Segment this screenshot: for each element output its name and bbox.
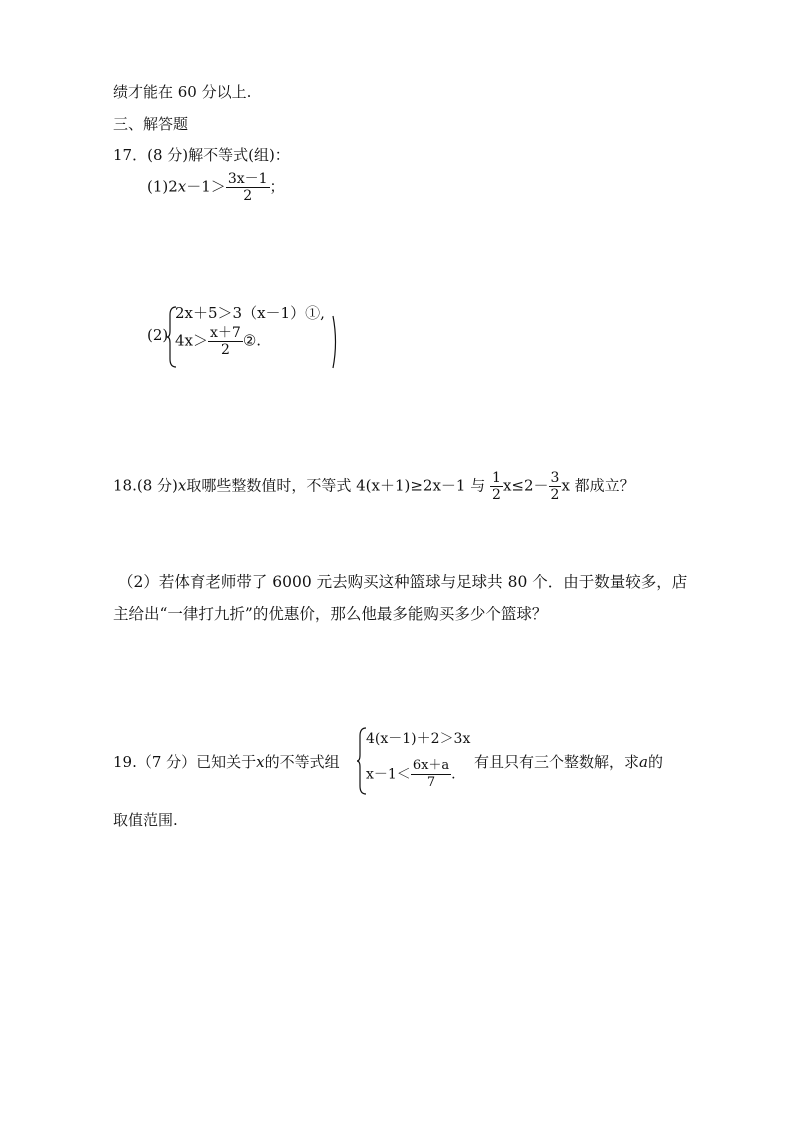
q17-part2-row2 xyxy=(175,325,261,358)
q18-fraction2-numerator: 3 xyxy=(550,470,560,486)
q18-line xyxy=(113,470,635,503)
q18-prefix: 18.(8 分) xyxy=(113,476,178,495)
q17-part2-right-bracket xyxy=(330,314,340,370)
q18-fraction1 xyxy=(490,470,503,503)
q19-text3: 的 xyxy=(647,753,663,771)
q19-row2: x－1＜ $\frac{6x+a}{7}$ . xyxy=(366,758,456,790)
intro-line: 绩才能在 60 分以上. xyxy=(113,83,252,101)
q17-part2-row2-end: ②. xyxy=(242,331,262,350)
q17-header: 17．(8 分)解不等式(组)： xyxy=(113,146,290,164)
q19-text1: 的不等式组 xyxy=(264,753,340,771)
q19-row2-numerator: 6x＋a xyxy=(412,758,450,773)
q19-text2: 有且只有三个整数解，求 xyxy=(474,753,640,771)
q18-text2: x 都成立？ xyxy=(561,476,635,495)
q17-part2-label: (2) xyxy=(147,326,169,344)
q19-row2-lhs: x－1＜ xyxy=(366,766,411,783)
q19-suffix-line xyxy=(474,752,663,772)
q17-part2-row2-lhs: 4x＞ xyxy=(175,331,209,350)
q18-part2-line2: 主给出“一律打九折”的优惠价，那么他最多能购买多少个篮球？ xyxy=(113,605,548,623)
q17-part1-end: ； xyxy=(269,177,285,196)
q19-prefix: 19.（7 分）已知关于 xyxy=(113,753,257,771)
q17-part1-rest: －1＞ xyxy=(186,177,226,196)
q17-part2-row2-denominator: 2 xyxy=(220,342,230,358)
q17-part2-row2-fraction xyxy=(208,325,243,358)
q19-row2-fraction xyxy=(411,758,451,791)
q18-fraction2 xyxy=(549,470,562,503)
q17-part1-denominator: 2 xyxy=(243,188,253,204)
q17-part1-lhs: 2 xyxy=(168,177,178,196)
q17-part2-row1: 2x＋5＞3（x－1）①, xyxy=(175,304,325,322)
q18-var: x xyxy=(177,476,187,495)
q19-line2: 取值范围. xyxy=(113,811,178,829)
q18-part2-line1: （2）若体育老师带了 6000 元去购买这种篮球与足球共 80 个．由于数量较多，店 xyxy=(118,573,688,591)
section-heading: 三、解答题 xyxy=(113,115,189,133)
q19-var: x xyxy=(256,753,265,771)
q17-part1-fraction xyxy=(226,171,270,204)
q17-part1 xyxy=(147,171,285,204)
q17-part1-var: x xyxy=(177,177,187,196)
q18-mid: x≤2－ xyxy=(502,476,549,495)
q19-row1: 4(x－1)＋2＞3x xyxy=(366,731,471,747)
q18-fraction1-numerator: 1 xyxy=(492,470,501,486)
q17-part1-numerator: 3x－1 xyxy=(227,171,268,187)
q19-var-a: a xyxy=(639,753,648,771)
q17-part2-row2-numerator: x＋7 xyxy=(210,325,241,341)
q18-text1: 取哪些整数值时，不等式 4(x＋1)≥2x－1 与 xyxy=(186,476,486,495)
q18-fraction1-denominator: 2 xyxy=(492,487,501,503)
q19-prefix-line xyxy=(113,752,340,772)
q17-part1-label: (1) xyxy=(147,177,169,196)
q18-fraction2-denominator: 2 xyxy=(550,487,560,503)
q19-row2-denominator: 7 xyxy=(426,775,436,790)
